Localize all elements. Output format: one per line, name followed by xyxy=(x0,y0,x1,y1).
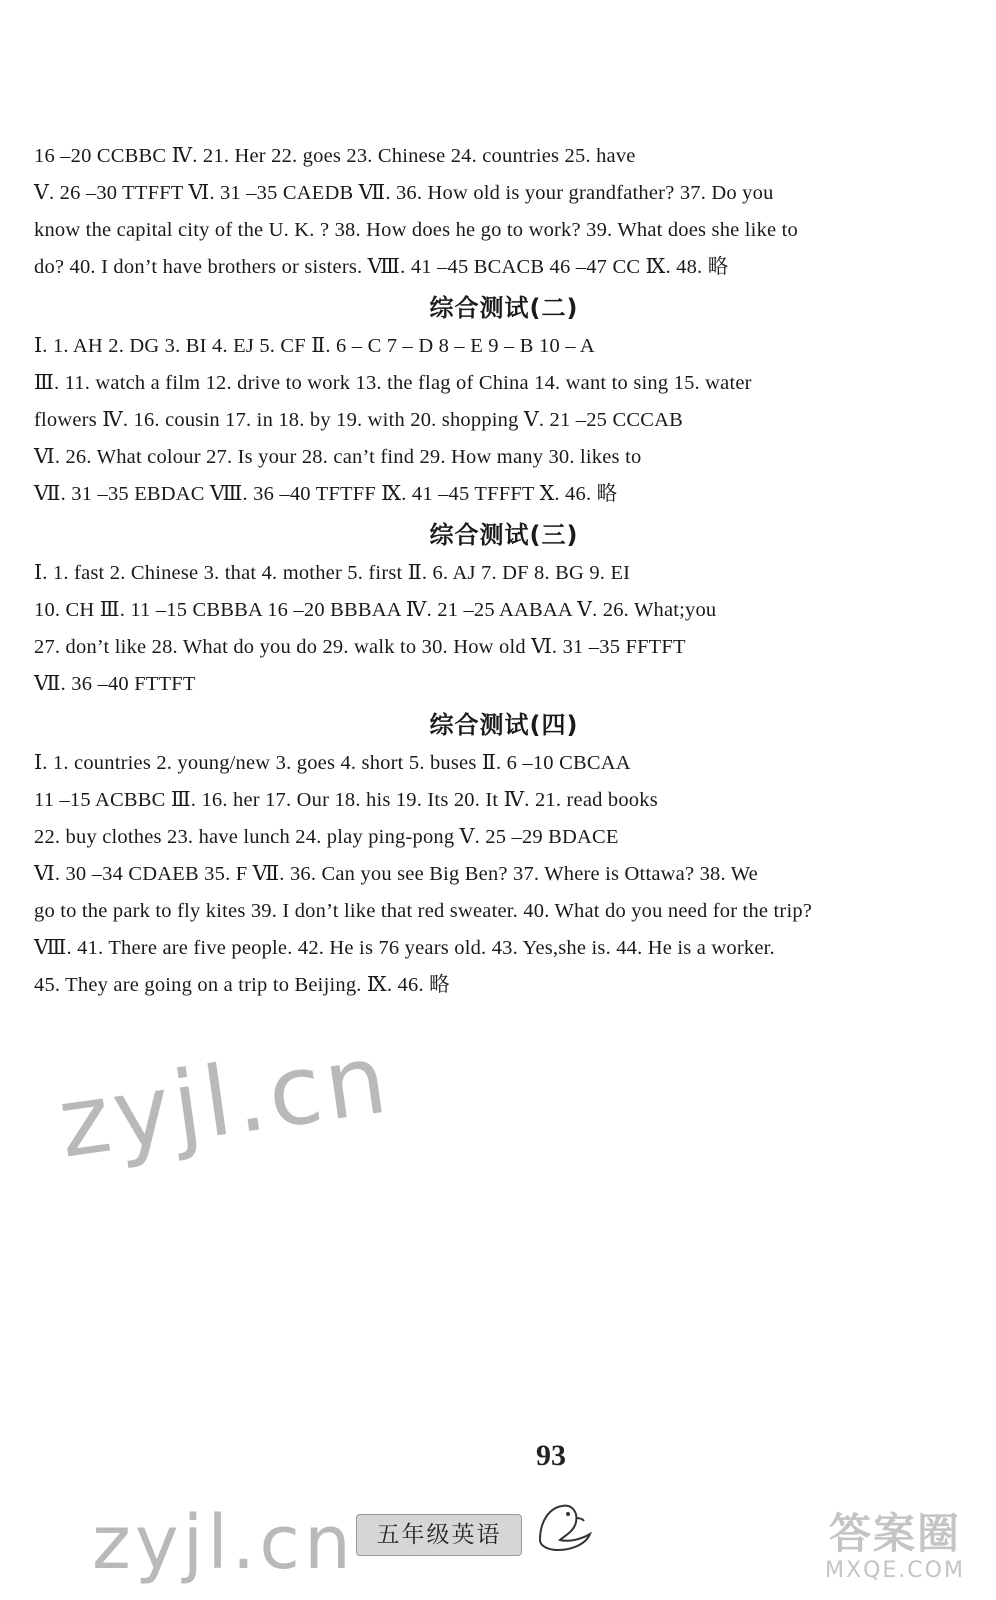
page-number: 93 xyxy=(536,1439,566,1472)
answer-line: know the capital city of the U. K. ? 38. How does he go to work? 39. What does she like to xyxy=(34,219,798,241)
answer-line: Ⅶ. 36 –40 FTTFT xyxy=(34,673,196,695)
corner-logo-url: MXQE.COM xyxy=(825,1558,965,1583)
answer-line: 11 –15 ACBBC Ⅲ. 16. her 17. Our 18. his 19. Its 20. It Ⅳ. 21. read books xyxy=(34,789,658,811)
watermark: zyjl.cn xyxy=(92,1500,355,1586)
answer-line: Ⅴ. 26 –30 TTFFT Ⅵ. 31 –35 CAEDB Ⅶ. 36. How old is your grandfather? 37. Do you xyxy=(34,182,774,204)
answer-line: Ⅰ. 1. fast 2. Chinese 3. that 4. mother 5. first Ⅱ. 6. AJ 7. DF 8. BG 9. EI xyxy=(34,562,631,584)
answer-line: Ⅵ. 30 –34 CDAEB 35. F Ⅶ. 36. Can you see Big Ben? 37. Where is Ottawa? 38. We xyxy=(34,863,758,885)
answer-content xyxy=(34,138,974,1004)
answer-line: 10. CH Ⅲ. 11 –15 CBBBA 16 –20 BBBAA Ⅳ. 21 –25 AABAA Ⅴ. 26. What;you xyxy=(34,599,717,621)
section-title-test-2: 综合测试(二) xyxy=(429,294,579,322)
answer-line: Ⅷ. 41. There are five people. 42. He is 76 years old. 43. Yes,she is. 44. He is a worker. xyxy=(34,937,775,959)
answer-line: do? 40. I don’t have brothers or sisters. Ⅷ. 41 –45 BCACB 46 –47 CC Ⅸ. 48. 略 xyxy=(34,256,729,278)
corner-logo-text: 答案圈 xyxy=(828,1509,961,1558)
answer-line: Ⅵ. 26. What colour 27. Is your 28. can’t find 29. How many 30. likes to xyxy=(34,446,642,468)
answer-line: 22. buy clothes 23. have lunch 24. play ping-pong Ⅴ. 25 –29 BDACE xyxy=(34,826,619,848)
answer-line: Ⅰ. 1. countries 2. young/new 3. goes 4. short 5. buses Ⅱ. 6 –10 CBCAA xyxy=(34,752,631,774)
corner-logo xyxy=(800,1510,990,1590)
footer-label: 五年级英语 xyxy=(356,1514,522,1556)
answer-line: flowers Ⅳ. 16. cousin 17. in 18. by 19. with 20. shopping Ⅴ. 21 –25 CCCAB xyxy=(34,409,683,431)
section-title-test-4: 综合测试(四) xyxy=(429,711,579,739)
answer-line: 27. don’t like 28. What do you do 29. walk to 30. How old Ⅵ. 31 –35 FFTFT xyxy=(34,636,686,658)
answer-line: Ⅰ. 1. AH 2. DG 3. BI 4. EJ 5. CF Ⅱ. 6 – C 7 – D 8 – E 9 – B 10 – A xyxy=(34,335,595,357)
watermark: zyjl.cn xyxy=(51,1022,397,1180)
seal-mascot-icon xyxy=(520,1470,610,1560)
answer-line: Ⅲ. 11. watch a film 12. drive to work 13. the flag of China 14. want to sing 15. water xyxy=(34,372,752,394)
answer-line: Ⅶ. 31 –35 EBDAC Ⅷ. 36 –40 TFTFF Ⅸ. 41 –45 TFFFT Ⅹ. 46. 略 xyxy=(34,483,618,505)
answer-line: go to the park to fly kites 39. I don’t like that red sweater. 40. What do you need for the trip? xyxy=(34,900,813,922)
answer-line: 45. They are going on a trip to Beijing. Ⅸ. 46. 略 xyxy=(34,974,450,996)
answer-line: 16 –20 CCBBC Ⅳ. 21. Her 22. goes 23. Chinese 24. countries 25. have xyxy=(34,145,636,167)
section-title-test-3: 综合测试(三) xyxy=(429,521,579,549)
